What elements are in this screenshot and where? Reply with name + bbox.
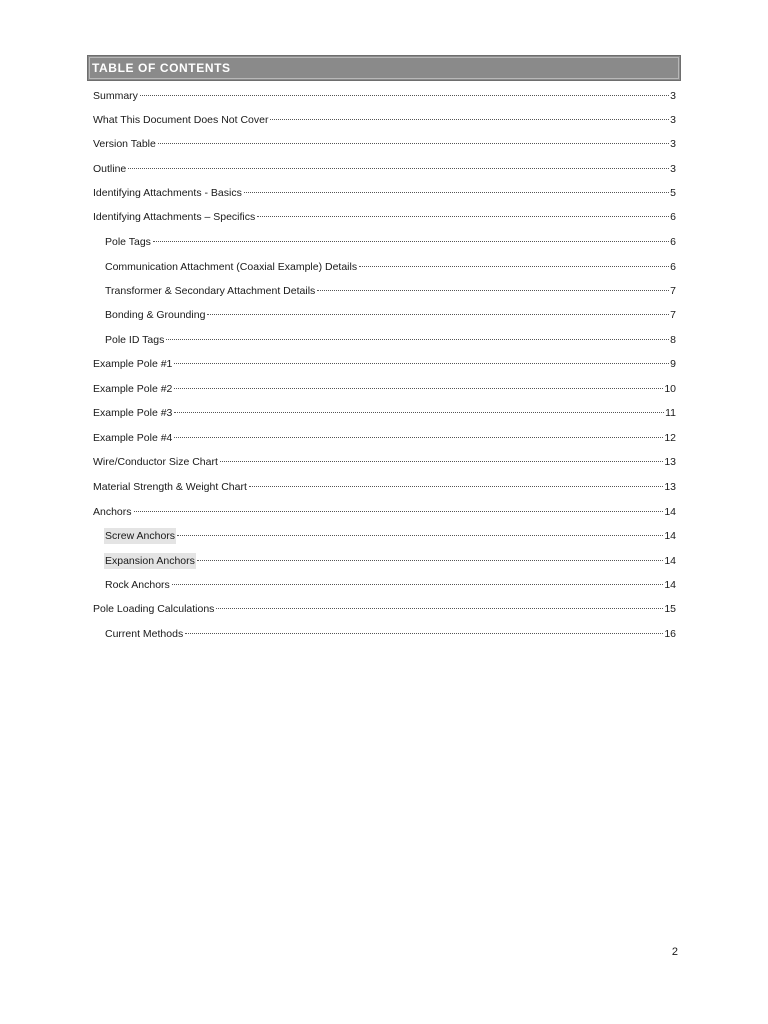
dot-leader xyxy=(128,156,669,172)
toc-entry-page: 9 xyxy=(670,358,676,370)
toc-entry-communication-attachment[interactable] xyxy=(104,254,676,273)
toc-entry-example-pole-1[interactable] xyxy=(92,351,676,370)
toc-entry-page: 3 xyxy=(670,114,676,126)
toc-entry-title: Rock Anchors xyxy=(105,579,170,591)
toc-entry-attachments-basics[interactable] xyxy=(92,180,676,199)
toc-entry-page: 3 xyxy=(670,90,676,102)
toc-entry-title: Material Strength & Weight Chart xyxy=(93,481,247,493)
toc-entry-bonding-grounding[interactable] xyxy=(104,302,676,321)
toc-entry-attachments-specifics[interactable] xyxy=(92,204,676,223)
toc-entry-page: 10 xyxy=(664,383,676,395)
toc-entry-page: 8 xyxy=(670,334,676,346)
toc-entry-example-pole-2[interactable] xyxy=(92,376,676,395)
dot-leader xyxy=(158,131,669,147)
dot-leader xyxy=(185,621,663,637)
dot-leader xyxy=(174,400,664,416)
toc-entry-title: Version Table xyxy=(93,138,156,150)
toc-entry-page: 6 xyxy=(670,261,676,273)
toc-entry-title: Communication Attachment (Coaxial Example) Details xyxy=(105,261,358,273)
toc-entry-page: 14 xyxy=(664,506,676,518)
toc-entry-page: 7 xyxy=(670,285,676,297)
toc-entry-title: Example Pole #3 xyxy=(93,407,173,419)
dot-leader xyxy=(257,204,669,220)
toc-entry-pole-tags[interactable] xyxy=(104,229,676,248)
toc-entry-page: 5 xyxy=(670,187,676,199)
toc-entry-title: Identifying Attachments – Specifics xyxy=(93,211,256,223)
toc-entry-title: Example Pole #4 xyxy=(93,432,173,444)
toc-entry-page: 14 xyxy=(664,579,676,591)
dot-leader xyxy=(197,548,663,564)
dot-leader xyxy=(134,499,664,515)
toc-entry-page: 16 xyxy=(664,628,676,640)
toc-entry-page: 13 xyxy=(664,456,676,468)
dot-leader xyxy=(220,449,663,465)
dot-leader xyxy=(174,351,669,367)
toc-entry-pole-id-tags[interactable] xyxy=(104,327,676,346)
toc-entry-page: 14 xyxy=(664,530,676,542)
toc-entry-summary[interactable] xyxy=(92,83,676,102)
toc-entry-example-pole-4[interactable] xyxy=(92,425,676,444)
toc-entry-page: 12 xyxy=(664,432,676,444)
toc-entry-title: Pole Tags xyxy=(105,236,151,248)
dot-leader xyxy=(166,327,669,343)
toc-entry-title: Pole ID Tags xyxy=(105,334,165,346)
toc-entry-anchors[interactable] xyxy=(92,499,676,518)
dot-leader xyxy=(153,229,669,245)
toc-entry-title: Identifying Attachments - Basics xyxy=(93,187,242,199)
toc-entry-page: 11 xyxy=(665,407,676,419)
dot-leader xyxy=(317,278,669,294)
toc-entry-title: Pole Loading Calculations xyxy=(93,603,215,615)
toc-entry-title: Anchors xyxy=(93,506,132,518)
toc-entry-screw-anchors[interactable] xyxy=(104,523,676,542)
toc-entry-title: Example Pole #1 xyxy=(93,358,173,370)
dot-leader xyxy=(359,254,669,270)
toc-entry-page: 6 xyxy=(670,236,676,248)
toc-entry-title: Outline xyxy=(93,163,127,175)
dot-leader xyxy=(249,474,663,490)
dot-leader xyxy=(177,523,663,539)
dot-leader xyxy=(216,596,663,612)
toc-entry-page: 3 xyxy=(670,163,676,175)
toc-entry-title: Current Methods xyxy=(105,628,184,640)
toc-entry-title: Transformer & Secondary Attachment Details xyxy=(105,285,316,297)
toc-entry-transformer-secondary[interactable] xyxy=(104,278,676,297)
toc-entry-rock-anchors[interactable] xyxy=(104,572,676,591)
dot-leader xyxy=(174,376,663,392)
toc-entry-not-covered[interactable] xyxy=(92,107,676,126)
dot-leader xyxy=(172,572,664,588)
dot-leader xyxy=(244,180,669,196)
toc-entry-title: Bonding & Grounding xyxy=(105,309,206,321)
dot-leader xyxy=(174,425,663,441)
toc-entry-current-methods[interactable] xyxy=(104,621,676,640)
dot-leader xyxy=(207,302,669,318)
toc-entry-material-strength-chart[interactable] xyxy=(92,474,676,493)
toc-entry-example-pole-3[interactable] xyxy=(92,400,676,419)
toc-entry-title: Wire/Conductor Size Chart xyxy=(93,456,218,468)
dot-leader xyxy=(140,83,669,99)
toc-entry-title: What This Document Does Not Cover xyxy=(93,114,269,126)
toc-entry-version-table[interactable] xyxy=(92,131,676,150)
dot-leader xyxy=(270,107,669,123)
toc-entry-page: 3 xyxy=(670,138,676,150)
toc-heading: TABLE OF CONTENTS xyxy=(92,61,231,75)
toc-entry-title: Screw Anchors xyxy=(105,530,176,542)
toc-entry-page: 6 xyxy=(670,211,676,223)
toc-entry-page: 15 xyxy=(664,603,676,615)
toc-entry-title: Example Pole #2 xyxy=(93,383,173,395)
toc-entry-wire-conductor-chart[interactable] xyxy=(92,449,676,468)
toc-entry-page: 7 xyxy=(670,309,676,321)
toc-entry-page: 14 xyxy=(664,555,676,567)
toc-entry-pole-loading[interactable] xyxy=(92,596,676,615)
toc-entry-page: 13 xyxy=(664,481,676,493)
toc-entry-title: Expansion Anchors xyxy=(105,555,195,567)
toc-entry-expansion-anchors[interactable] xyxy=(104,548,676,567)
page-number: 2 xyxy=(671,946,678,958)
toc-entry-outline[interactable] xyxy=(92,156,676,175)
toc-entry-title: Summary xyxy=(93,90,138,102)
